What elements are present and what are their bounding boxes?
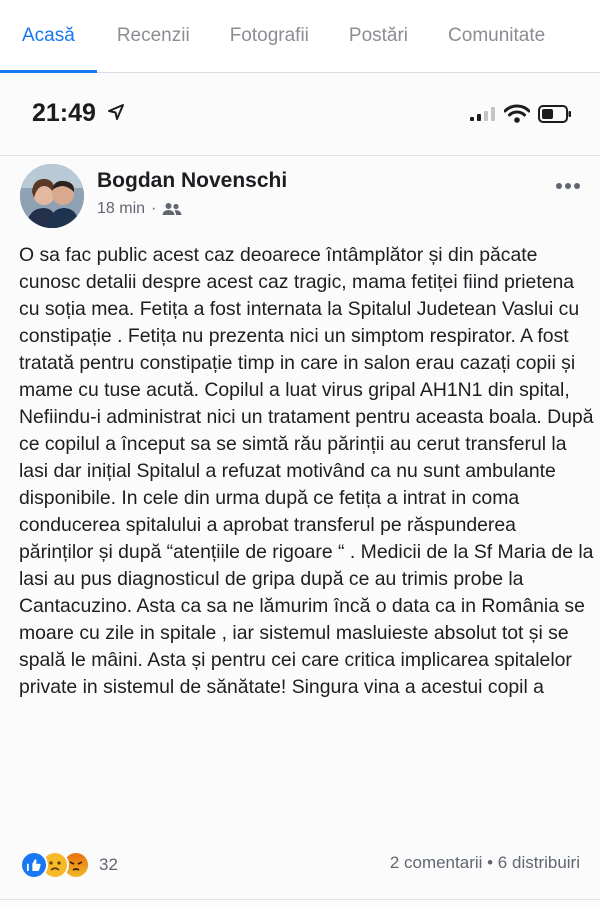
reaction-count: 32: [99, 855, 118, 874]
reactions-summary[interactable]: [20, 851, 118, 879]
divider: [0, 899, 600, 900]
cellular-signal-icon: [470, 107, 496, 121]
tab-postari[interactable]: Postări: [348, 25, 409, 46]
phone-status-bar: [0, 73, 600, 156]
tab-acasa[interactable]: Acasă: [0, 0, 97, 72]
page-tab-bar: [0, 0, 600, 73]
comments-shares-count[interactable]: 2 comentarii • 6 distribuiri: [389, 853, 580, 872]
friends-audience-icon: [162, 202, 182, 216]
like-icon: [20, 851, 48, 879]
post-author-name[interactable]: Bogdan Novenschi: [97, 169, 288, 192]
post-screenshot: [0, 73, 600, 905]
meta-separator: ·: [151, 200, 157, 217]
text-fade-overlay: [0, 801, 600, 837]
tab-fotografii[interactable]: Fotografii: [229, 25, 309, 46]
wifi-icon: [504, 104, 530, 124]
avatar[interactable]: [20, 164, 84, 228]
post-meta: [97, 200, 182, 218]
status-time: 21:49: [32, 99, 96, 127]
tab-recenzii[interactable]: Recenzii: [116, 25, 190, 46]
post-body-text: O sa fac public acest caz deoarece întâmplător și din păcate cunosc detalii despre acest caz tragic, mama fetiței fiind prietena cu soția mea. Fetița a fost internata la Spitalul Judetean Vaslui cu constipație . Fetița nu prezenta nici un simptom respirator. A fost tratată pentru constipație timp in care in salon erau cazați copii și mame cu tuse acută. Copilul a luat virus gripal AH1N1 din spital, Nefiindu-i administrat nici un tratament pentru aceasta boala. După ce copilul a început sa se simtă rău părinții au cerut transferul la lasi dar inițial Spitalul a refuzat motivând ca nu sunt ambulante disponibile. In cele din urma după ce fetița a intrat in coma conducerea spitalului a aprobat transferul pe răspunderea părinților și după “atențiile de rigoare “ . Medicii de la Sf Maria de la lasi au pus diagnosticul de gripa după ce au trimis probe la Cantacuzino. Asta ca sa ne lămurim încă o data ca in România se moare cu zile in spitale , iar sistemul masluieste absolut tot și se spală le mâini. Asta și pentru cei care critica implicarea spitalelor private in sistemul de sănătate! Singura vina a acestui copil a: [19, 244, 594, 698]
location-arrow-icon: [107, 103, 125, 121]
post-timestamp[interactable]: 18 min: [97, 200, 146, 217]
battery-icon: [538, 105, 572, 123]
tab-comunitate[interactable]: Comunitate: [448, 25, 546, 46]
more-options-icon[interactable]: [555, 182, 581, 190]
profile-photo-icon: [20, 164, 84, 228]
